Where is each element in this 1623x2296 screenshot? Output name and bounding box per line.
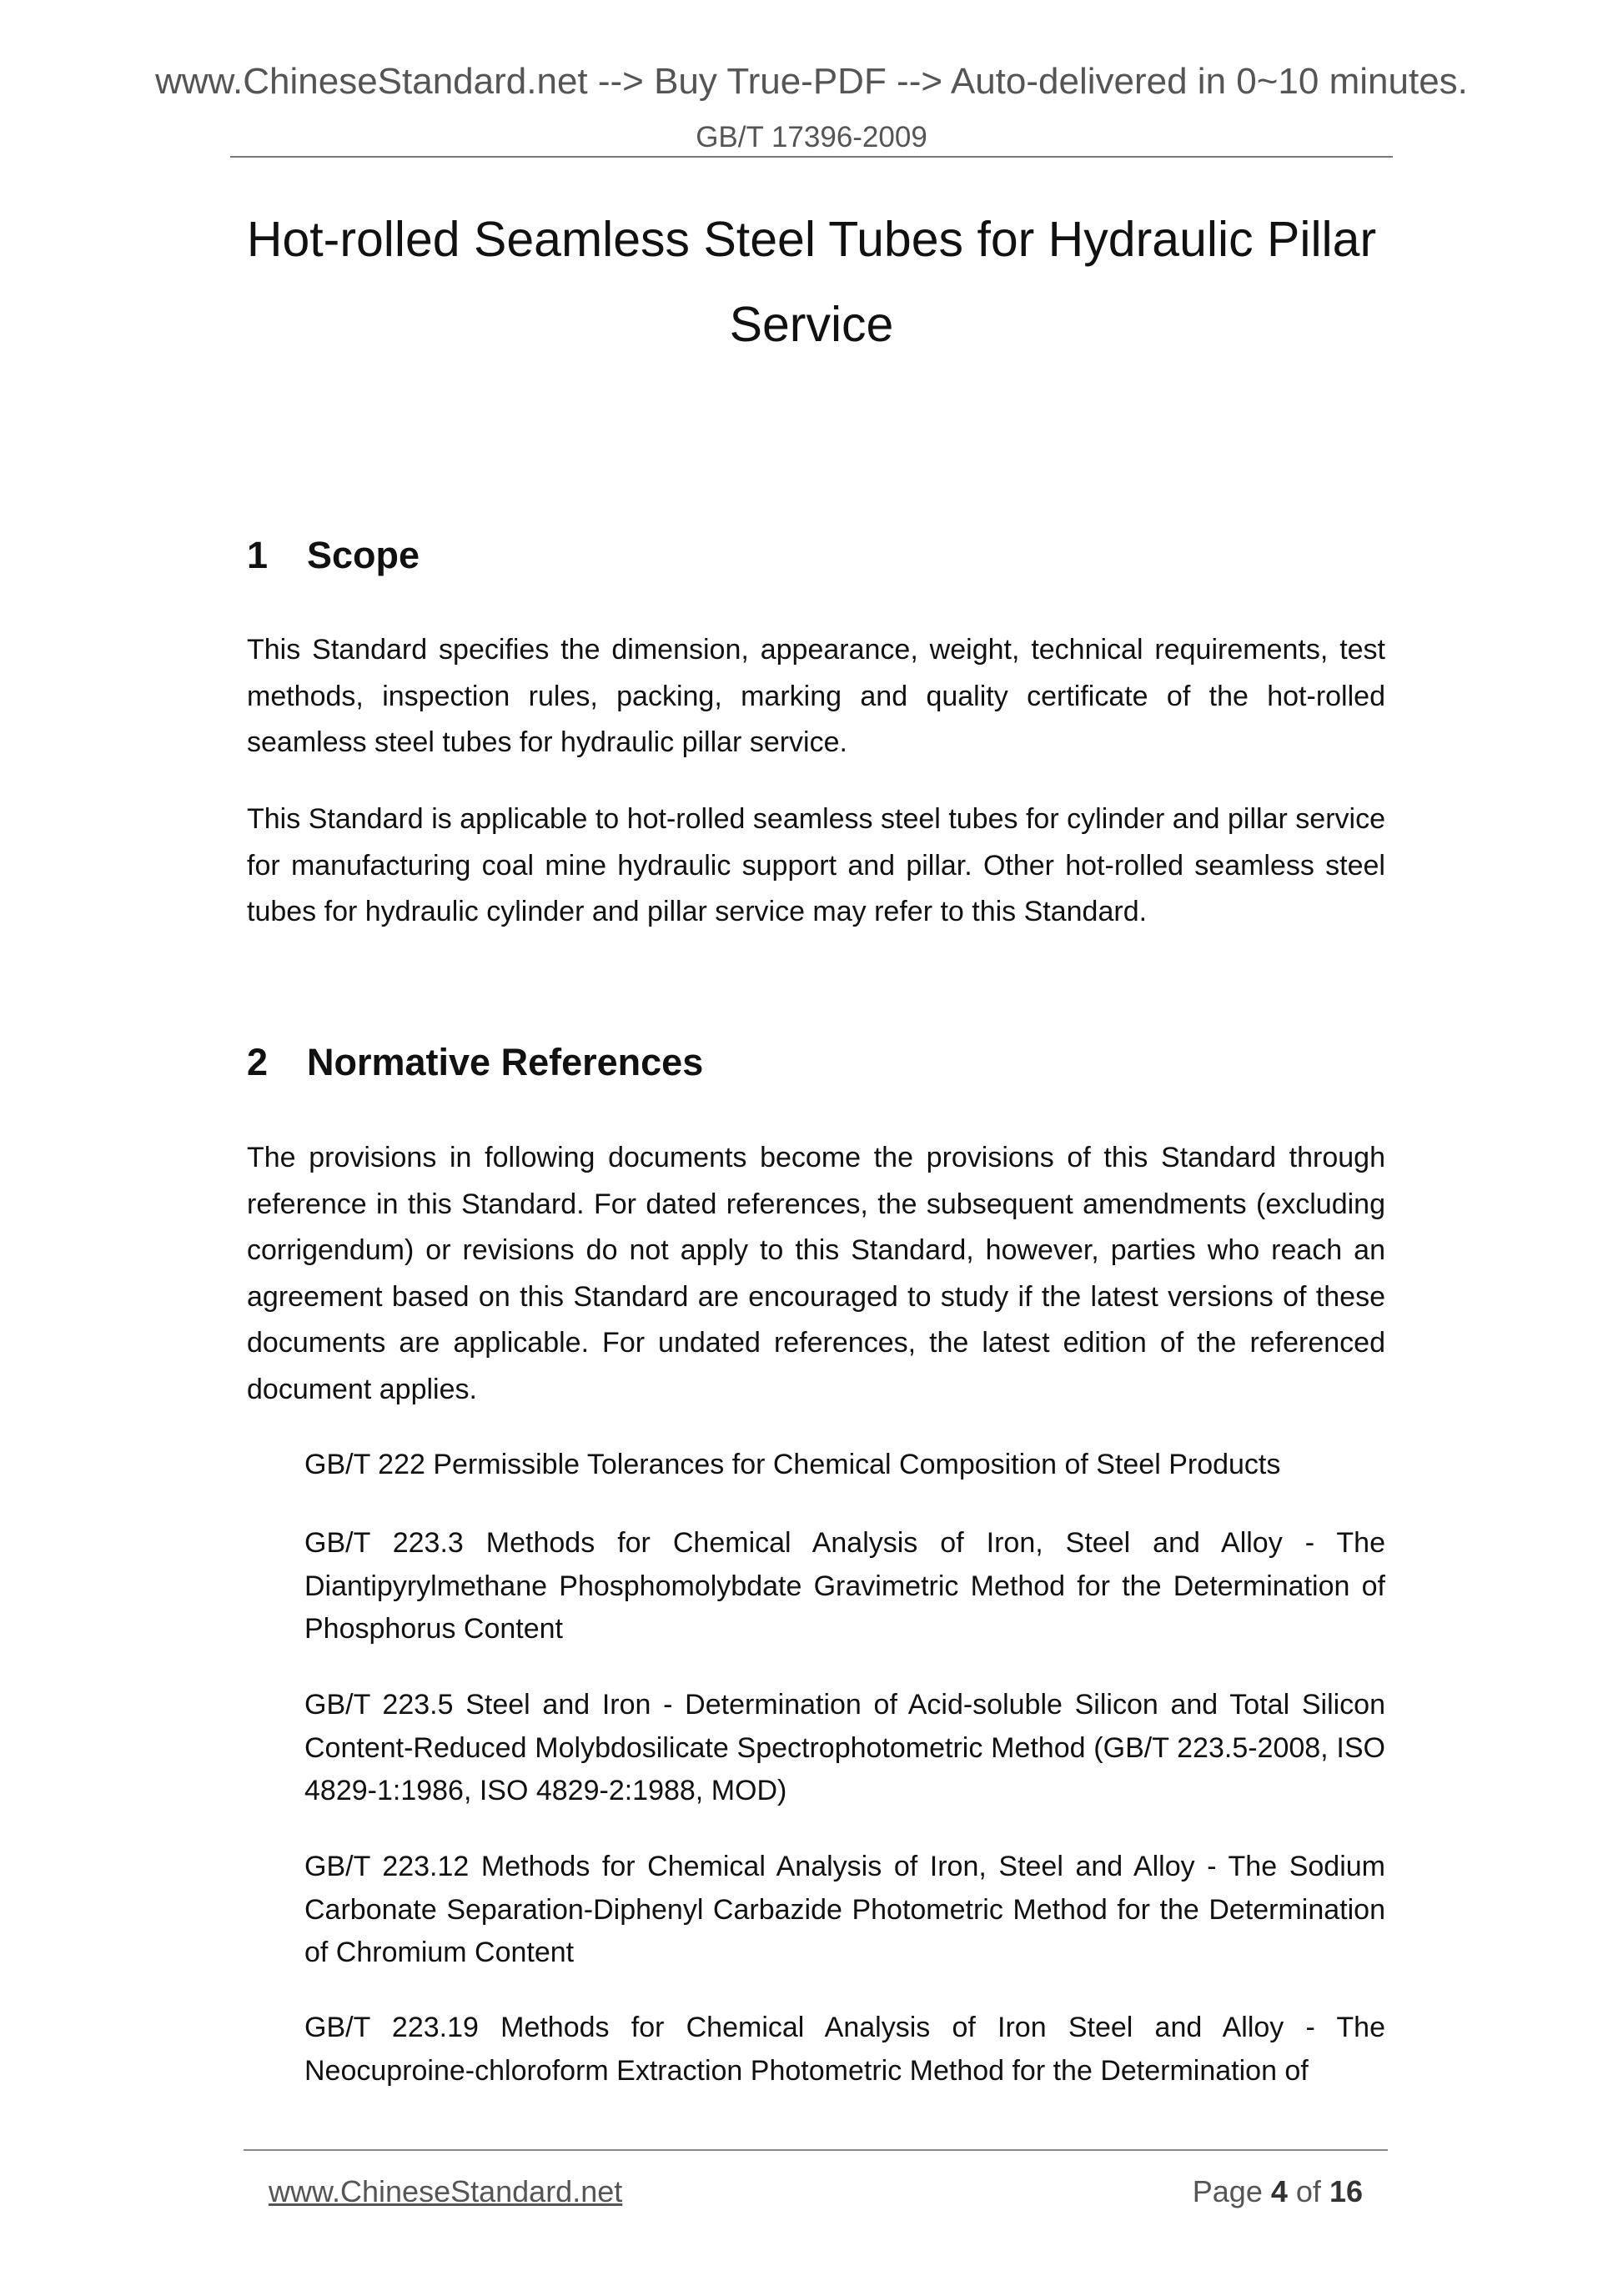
section-title: Normative References [307, 1041, 704, 1083]
section-title: Scope [307, 534, 420, 576]
page-label: Page [1192, 2174, 1263, 2208]
footer-site-link[interactable]: www.ChineseStandard.net [269, 2174, 623, 2208]
section-heading-scope [247, 536, 420, 574]
footer-divider [244, 2149, 1388, 2151]
section-heading-normative-references [247, 1043, 703, 1081]
page-current: 4 [1270, 2174, 1288, 2208]
page-number [1192, 2174, 1363, 2208]
header-divider [230, 156, 1393, 158]
reference-item: GB/T 222 Permissible Tolerances for Chemical Composition of Steel Products [304, 1449, 1281, 1480]
document-title: Hot-rolled Seamless Steel Tubes for Hydraulic Pillar Service [246, 212, 1377, 352]
scope-paragraph-1: This Standard specifies the dimension, appearance, weight, technical requirements, test methods, inspection rules, packing, marking and quality certificate of the hot-rolled seamless steel tubes for hydraulic pillar service. [247, 634, 1385, 758]
reference-item: GB/T 223.12 Methods for Chemical Analysis of Iron, Steel and Alloy - The Sodium Carbonate Separation-Diphenyl Carbazide Photometric Method for the Determination of Chromium Content [304, 1851, 1385, 1968]
site-banner: www.ChineseStandard.net --> Buy True-PDF --> Auto-delivered in 0~10 minutes. [155, 61, 1468, 102]
section-number: 1 [247, 534, 269, 576]
reference-item: GB/T 223.5 Steel and Iron - Determination of Acid-soluble Silicon and Total Silicon Content-Reduced Molybdosilicate Spectrophotometric Method (GB/T 223.5-2008, ISO 4829-1:1986, ISO 4829-2:1988, MOD) [304, 1689, 1385, 1806]
references-intro-paragraph: The provisions in following documents become the provisions of this Standard through reference in this Standard. For dated references, the subsequent amendments (excluding corrigendum) or revisions do not apply to this Standard, however, parties who reach an agreement based on this Standard are encouraged to study if the latest versions of these documents are applicable. For undated references, the latest edition of the referenced document applies. [247, 1142, 1385, 1405]
page-of-label: of [1295, 2174, 1321, 2208]
scope-paragraph-2: This Standard is applicable to hot-rolled seamless steel tubes for cylinder and pillar service for manufacturing coal mine hydraulic support and pillar. Other hot-rolled seamless steel tubes for hydraulic cylinder and pillar service may refer to this Standard. [247, 803, 1385, 927]
reference-item: GB/T 223.19 Methods for Chemical Analysis of Iron Steel and Alloy - The Neocuproine-chloroform Extraction Photometric Method for the Determination of [304, 2012, 1385, 2087]
page-total: 16 [1329, 2174, 1363, 2208]
standard-code: GB/T 17396-2009 [696, 121, 927, 153]
reference-item: GB/T 223.3 Methods for Chemical Analysis of Iron, Steel and Alloy - The Diantipyrylmethane Phosphomolybdate Gravimetric Method for the Determination of Phosphorus Content [304, 1527, 1385, 1645]
section-number: 2 [247, 1041, 269, 1083]
